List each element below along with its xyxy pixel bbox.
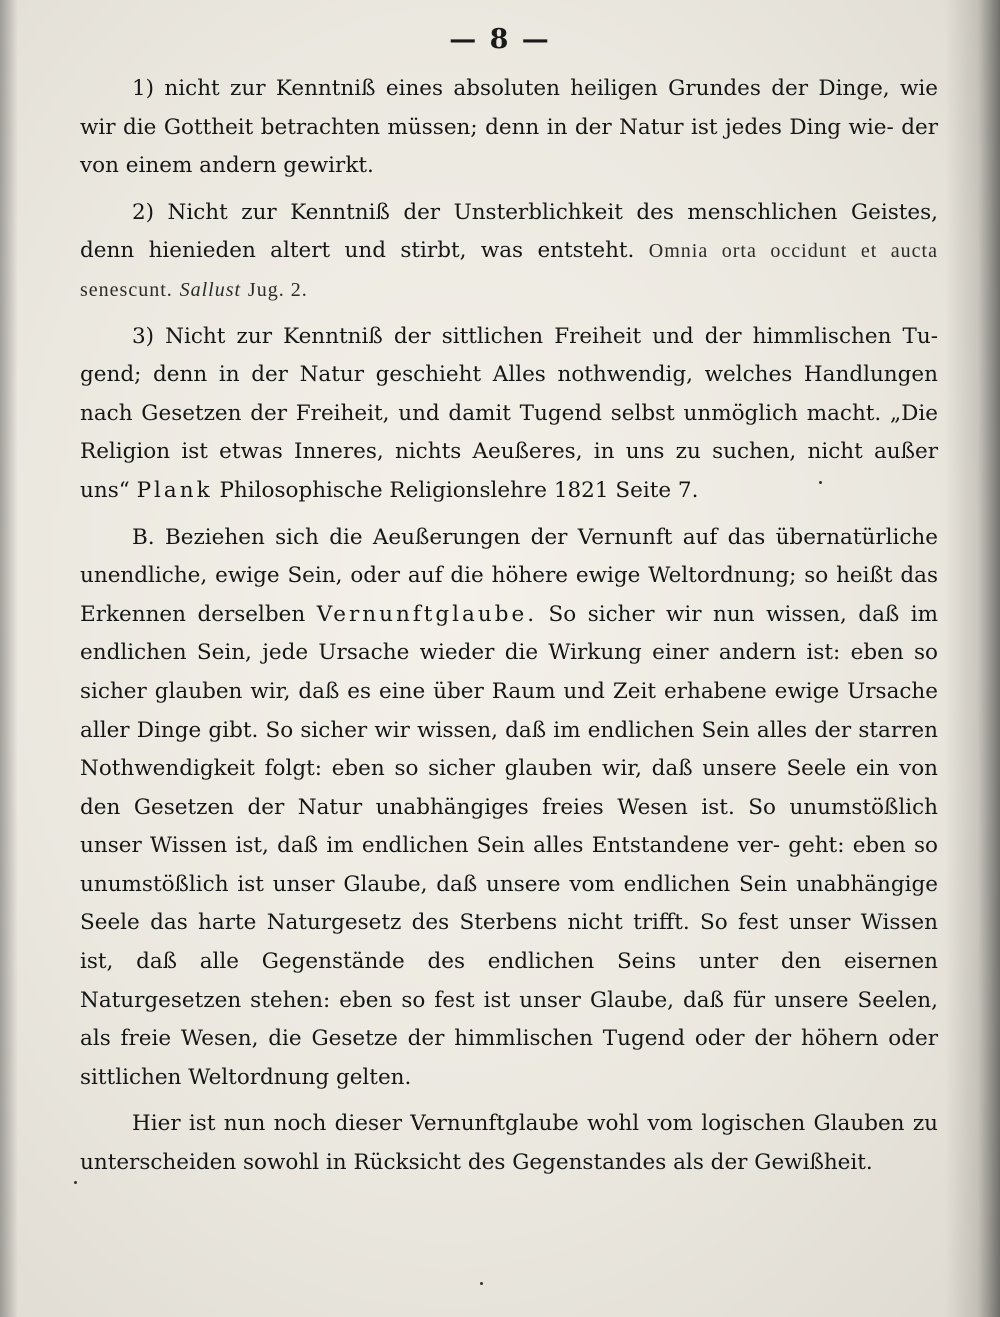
ink-speck [819, 481, 822, 484]
paragraph-b-part2: So sicher wir nun wissen, daß im endlichen Sein, jede Ursache wieder die Wirkung einer andern ist: eben so sicher glauben wir, daß es eine über Raum und Zeit erhabene ewige Ursache aller Dinge gibt. So sicher wir wissen, daß im endlichen Sein alles der starren Nothwendigkeit folgt: eben so sicher glauben wir, daß unsere Seele ein von den Gesetzen der Natur unabhängiges freies Wesen ist. So unumstößlich unser Wissen ist, daß im endlichen Sein alles Entstandene ver- geht: eben so unumstößlich ist unser Glaube, daß unsere vom endlichen Sein unabhängige Seele das harte Naturgesetz des Sterbens nicht trifft. So fest unser Wissen ist, daß alle Gegenstände des endlichen Seins unter den eisernen Naturgesetzen stehen: eben so fest ist unser Glaube, daß für unsere Seelen, als freie Wesen, die Gesetze der himmlischen Tugend oder der höhern oder sittlichen Weltordnung gelten. [80, 601, 938, 1090]
paragraph-b-part1: B. Beziehen sich die Aeußerungen der Vernunft auf das übernatürliche unendliche, ewige Sein, oder auf die höhere ewige Weltordnung; so heißt das Erkennen derselben [80, 524, 938, 627]
paragraph-1: 1) nicht zur Kenntniß eines absoluten heiligen Grundes der Dinge, wie wir die Gottheit betrachten müssen; denn in der Natur ist jedes Ding wie- der von einem andern gewirkt. [80, 76, 938, 179]
quote-source-ref: Jug. 2. [247, 278, 308, 301]
paragraph-3 [80, 318, 938, 511]
paragraph-3-text: 3) Nicht zur Kenntniß der sittlichen Freiheit und der himmlischen Tu- gend; denn in der Natur geschieht Alles nothwendig, welches Handlungen nach Gesetzen der Freiheit, und damit Tugend selbst unmöglich macht. „Die Religion ist etwas Inneres, nichts Aeußeres, in uns zu suchen, nicht außer uns“ [80, 323, 938, 503]
citation-author: Plank [136, 477, 213, 503]
body-text [80, 70, 938, 1183]
term-vernunftglaube: Vernunftglaube. [316, 601, 538, 627]
page-number: — 8 — [449, 24, 551, 55]
paragraph-5: Hier ist nun noch dieser Vernunftglaube wohl vom logischen Glauben zu unterscheiden sowohl in Rücksicht des Gegenstandes als der Gewißheit. [80, 1111, 938, 1176]
latin-quote: Omnia orta occidunt et aucta senescunt. [80, 240, 938, 301]
paragraph-2 [80, 194, 938, 310]
ink-speck [74, 1181, 77, 1184]
page-shadow-left [0, 0, 18, 1317]
quote-source-author: Sallust [179, 278, 242, 301]
ink-speck [480, 1282, 483, 1285]
page-shadow-right [945, 0, 1000, 1317]
paragraph-2-german: 2) Nicht zur Kenntniß der Unsterblichkeit des menschlichen Geistes, denn hienieden altert und stirbt, was entsteht. [80, 199, 938, 264]
paragraph-b [80, 519, 938, 1098]
citation-work: Philosophische Religionslehre 1821 Seite 7. [219, 477, 699, 503]
